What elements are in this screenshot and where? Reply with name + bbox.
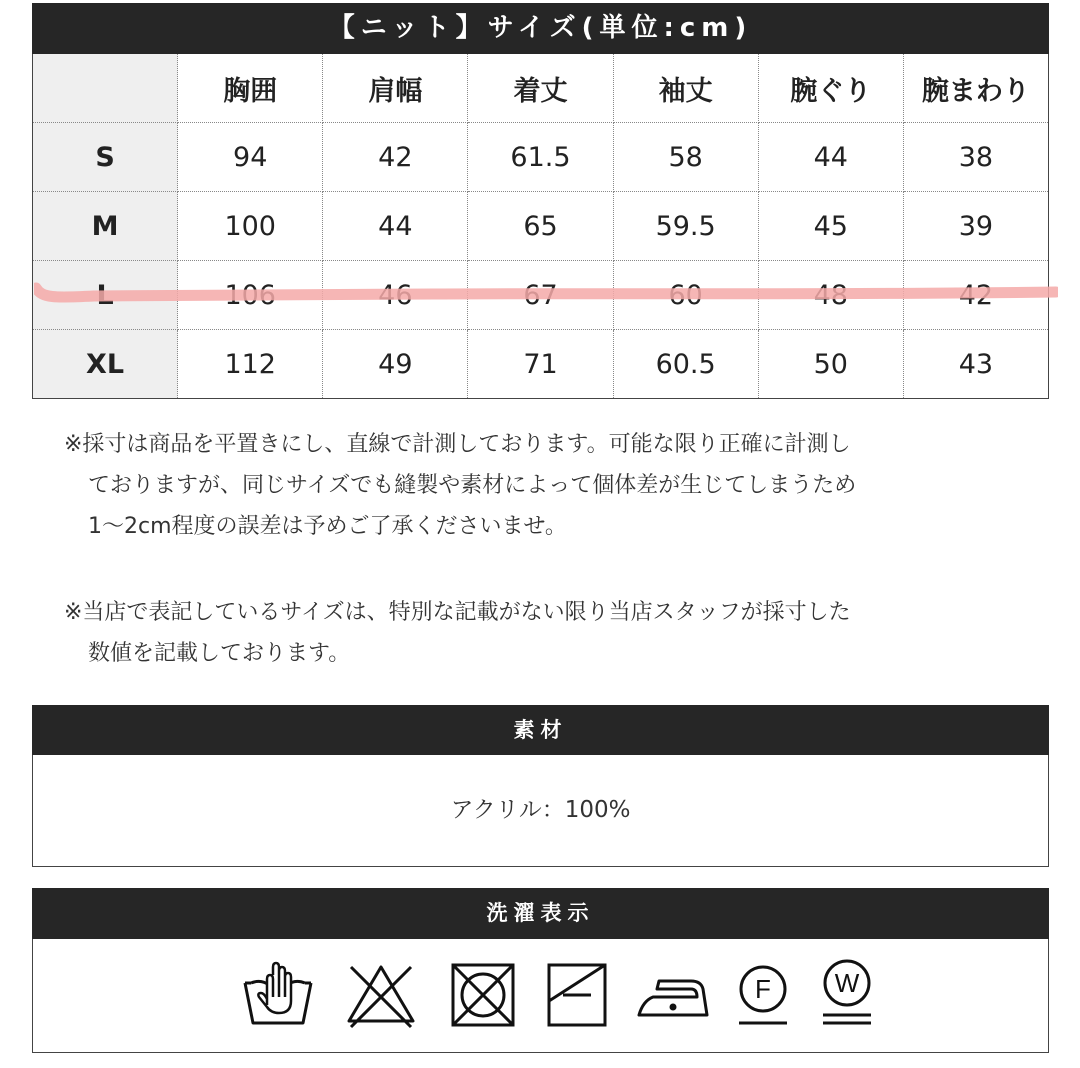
size-label: M	[33, 192, 178, 261]
care-box	[32, 939, 1049, 1053]
note-line: 数値を記載しております。	[88, 641, 351, 666]
table-cell: 44	[758, 123, 903, 192]
table-cell: 59.5	[613, 192, 758, 261]
size-note	[64, 592, 1024, 674]
size-label: L	[33, 261, 178, 330]
care-icons	[205, 957, 905, 1033]
size-label: XL	[33, 330, 178, 399]
no-tumble-dry-icon	[445, 957, 521, 1033]
table-cell: 42	[903, 261, 1048, 330]
size-label: S	[33, 123, 178, 192]
table-cell: 67	[468, 261, 613, 330]
column-header-sleeve: 袖丈	[613, 54, 758, 123]
table-cell: 49	[323, 330, 468, 399]
material-title: 素材	[32, 705, 1049, 755]
iron-low-icon	[633, 957, 713, 1033]
column-header-chest: 胸囲	[178, 54, 323, 123]
table-cell: 38	[903, 123, 1048, 192]
table-cell: 39	[903, 192, 1048, 261]
size-table-title: 【ニット】サイズ(単位:cm)	[32, 3, 1049, 54]
table-cell: 106	[178, 261, 323, 330]
wet-clean-w-icon	[817, 957, 877, 1033]
column-header-arm-circumference: 腕まわり	[903, 54, 1048, 123]
table-cell: 50	[758, 330, 903, 399]
column-header-armhole: 腕ぐり	[758, 54, 903, 123]
measurement-note	[64, 424, 1024, 547]
table-cell: 60	[613, 261, 758, 330]
table-cell: 60.5	[613, 330, 758, 399]
column-header-length: 着丈	[468, 54, 613, 123]
table-cell: 100	[178, 192, 323, 261]
care-title: 洗濯表示	[32, 888, 1049, 939]
table-cell: 45	[758, 192, 903, 261]
column-header-shoulder: 肩幅	[323, 54, 468, 123]
dry-clean-f-icon	[733, 957, 793, 1033]
table-cell: 65	[468, 192, 613, 261]
line-dry-shade-icon	[545, 957, 611, 1033]
wet-clean-letter: W	[834, 968, 860, 998]
note-line: ておりますが、同じサイズでも縫製や素材によって個体差が生じてしまうため	[88, 473, 857, 498]
table-row	[33, 330, 1049, 399]
corner-cell	[33, 54, 178, 123]
table-cell: 71	[468, 330, 613, 399]
table-cell: 43	[903, 330, 1048, 399]
no-bleach-icon	[343, 957, 419, 1033]
note-line: 1～2cm程度の誤差は予めご了承くださいませ。	[88, 514, 567, 539]
material-box	[32, 755, 1049, 867]
note-line: ※当店で表記しているサイズは、特別な記載がない限り当店スタッフが採寸した	[64, 600, 851, 625]
table-cell: 58	[613, 123, 758, 192]
material-value: アクリル：100%	[450, 797, 631, 823]
table-cell: 42	[323, 123, 468, 192]
note-line: ※採寸は商品を平置きにし、直線で計測しております。可能な限り正確に計測し	[64, 432, 851, 457]
table-cell: 61.5	[468, 123, 613, 192]
table-row	[33, 261, 1049, 330]
table-cell: 112	[178, 330, 323, 399]
size-table	[32, 54, 1049, 399]
table-cell: 44	[323, 192, 468, 261]
size-table-header-row	[33, 54, 1049, 123]
table-cell: 94	[178, 123, 323, 192]
table-cell: 46	[323, 261, 468, 330]
hand-wash-icon	[241, 957, 315, 1033]
table-row	[33, 123, 1049, 192]
table-row	[33, 192, 1049, 261]
table-cell: 48	[758, 261, 903, 330]
dry-clean-letter: F	[755, 974, 771, 1004]
